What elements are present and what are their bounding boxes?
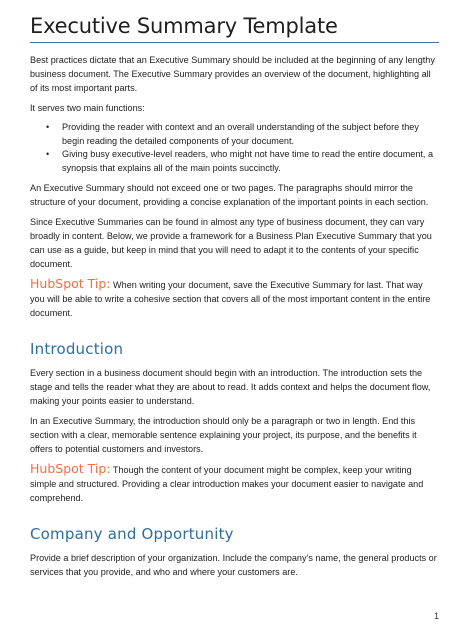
length-paragraph: An Executive Summary should not exceed one or two pages. The paragraphs should mirror the structure of your document, providing a concise explanation of the important points in each section.: [30, 183, 429, 207]
functions-lead-in: It serves two main functions:: [30, 103, 145, 113]
page-number: 1: [433, 611, 439, 621]
list-item: [46, 121, 439, 148]
list-item-text: Giving busy executive-level readers, who might not have time to read the entire document, a synopsis that explains all of the main points succinctly.: [62, 149, 434, 173]
tip-text: Though the content of your document might be complex, keep your writing simple and structured. Providing a clear introduction makes your document easier to navigate and comprehend.: [30, 465, 424, 503]
tip-text: When writing your document, save the Executive Summary for last. That way you will be able to write a cohesive section that covers all of the most important content in the entire document.: [30, 280, 431, 318]
list-item-text: Providing the reader with context and an overall understanding of the subject before they begin reading the detailed components of your document.: [62, 122, 419, 146]
section-heading-company: Company and Opportunity: [30, 525, 234, 543]
bullet-icon: •: [46, 149, 50, 159]
list-item: [46, 148, 439, 175]
intro-paragraph: Best practices dictate that an Executive Summary should be included at the beginning of any lengthy business document. The Executive Summary provides an overview of the document, highlighting all of its most important parts.: [30, 55, 435, 93]
company-paragraph: Provide a brief description of your organization. Include the company’s name, the general products or services that you provide, and who and where your customers are.: [30, 553, 437, 577]
tip-label: HubSpot Tip:: [30, 461, 111, 476]
bullet-icon: •: [46, 122, 50, 132]
tip-label: HubSpot Tip:: [30, 276, 111, 291]
introduction-paragraph: In an Executive Summary, the introduction should only be a paragraph or two in length. End this section with a clear, memorable sentence explaining your project, its purpose, and the benefits it offers to potential customers and investors.: [30, 416, 417, 454]
hubspot-tip: [30, 277, 439, 320]
introduction-paragraph: Every section in a business document should begin with an introduction. The introduction sets the stage and tells the reader what they are about to read. It adds context and helps the document flow, making your points easier to understand.: [30, 368, 431, 406]
hubspot-tip: [30, 462, 439, 505]
framework-paragraph: Since Executive Summaries can be found in almost any type of business document, they can vary broadly in content. Below, we provide a framework for a Business Plan Executive Summary that you can use as a guide, but keep in mind that you will need to adapt it to the contents of your specific document.: [30, 217, 432, 269]
section-heading-introduction: Introduction: [30, 340, 124, 358]
functions-list: [30, 121, 439, 175]
document-title: Executive Summary Template: [30, 14, 439, 43]
